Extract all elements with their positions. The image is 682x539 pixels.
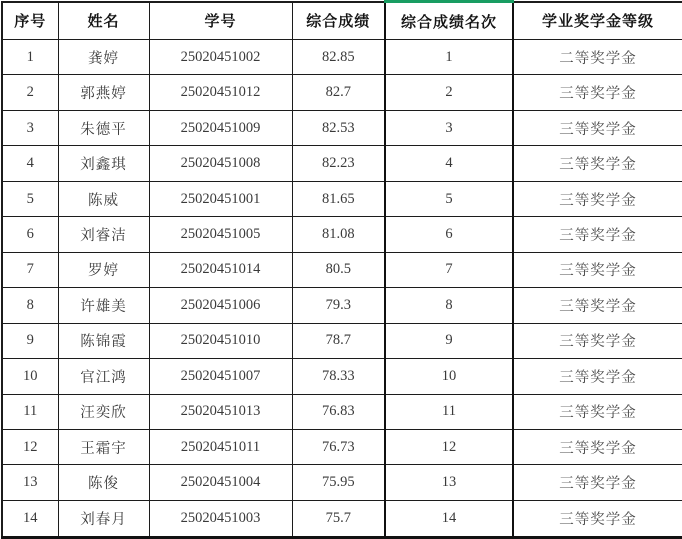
table-cell-name: 刘春月 <box>58 500 149 537</box>
table-cell-score: 78.33 <box>292 359 385 394</box>
table-cell-index: 12 <box>2 429 58 464</box>
table-cell-rank: 2 <box>385 75 513 110</box>
table-cell-student_id: 25020451003 <box>149 500 292 537</box>
table-cell-award: 三等奖学金 <box>513 323 682 358</box>
table-cell-rank: 5 <box>385 181 513 216</box>
table-row <box>2 500 682 537</box>
table-cell-name: 罗婷 <box>58 252 149 287</box>
table-cell-student_id: 25020451009 <box>149 110 292 145</box>
table-cell-score: 82.7 <box>292 75 385 110</box>
table-cell-index: 5 <box>2 181 58 216</box>
table-cell-rank: 13 <box>385 465 513 500</box>
table-cell-rank: 10 <box>385 359 513 394</box>
table-cell-rank: 12 <box>385 429 513 464</box>
table-cell-name: 朱德平 <box>58 110 149 145</box>
table-row <box>2 40 682 75</box>
table-cell-student_id: 25020451010 <box>149 323 292 358</box>
table-cell-index: 8 <box>2 288 58 323</box>
table-cell-score: 82.85 <box>292 40 385 75</box>
column-header-award: 学业奖学金等级 <box>513 2 682 40</box>
table-row <box>2 252 682 287</box>
table-cell-index: 14 <box>2 500 58 537</box>
column-header-rank: 综合成绩名次 <box>385 2 513 40</box>
table-cell-index: 11 <box>2 394 58 429</box>
table-cell-student_id: 25020451007 <box>149 359 292 394</box>
column-header-name: 姓名 <box>58 2 149 40</box>
table-cell-name: 龚婷 <box>58 40 149 75</box>
table-cell-award: 三等奖学金 <box>513 465 682 500</box>
table-cell-score: 79.3 <box>292 288 385 323</box>
table-cell-award: 三等奖学金 <box>513 181 682 216</box>
table-cell-student_id: 25020451004 <box>149 465 292 500</box>
table-cell-score: 82.23 <box>292 146 385 181</box>
table-row <box>2 288 682 323</box>
table-row <box>2 146 682 181</box>
table-cell-index: 13 <box>2 465 58 500</box>
table-cell-score: 80.5 <box>292 252 385 287</box>
table-cell-name: 许雄美 <box>58 288 149 323</box>
table-cell-index: 7 <box>2 252 58 287</box>
table-cell-rank: 3 <box>385 110 513 145</box>
table-cell-name: 刘睿洁 <box>58 217 149 252</box>
table-cell-student_id: 25020451012 <box>149 75 292 110</box>
table-cell-award: 二等奖学金 <box>513 40 682 75</box>
table-row <box>2 359 682 394</box>
table-cell-rank: 8 <box>385 288 513 323</box>
table-cell-student_id: 25020451006 <box>149 288 292 323</box>
table-cell-rank: 6 <box>385 217 513 252</box>
header-row <box>2 2 682 40</box>
table-body <box>2 40 682 538</box>
table-cell-award: 三等奖学金 <box>513 217 682 252</box>
table-cell-name: 王霜宇 <box>58 429 149 464</box>
table-cell-score: 76.73 <box>292 429 385 464</box>
table-cell-name: 陈俊 <box>58 465 149 500</box>
table-cell-score: 75.7 <box>292 500 385 537</box>
table-cell-award: 三等奖学金 <box>513 110 682 145</box>
table-cell-name: 陈锦霞 <box>58 323 149 358</box>
table-cell-award: 三等奖学金 <box>513 252 682 287</box>
table-row <box>2 323 682 358</box>
scholarship-ranking-table <box>1 0 682 539</box>
table-cell-award: 三等奖学金 <box>513 429 682 464</box>
table-cell-award: 三等奖学金 <box>513 75 682 110</box>
table-cell-student_id: 25020451002 <box>149 40 292 75</box>
table-cell-score: 81.08 <box>292 217 385 252</box>
table-cell-award: 三等奖学金 <box>513 359 682 394</box>
table-cell-index: 6 <box>2 217 58 252</box>
table-cell-name: 官江鸿 <box>58 359 149 394</box>
table-row <box>2 181 682 216</box>
table-cell-score: 81.65 <box>292 181 385 216</box>
table-cell-award: 三等奖学金 <box>513 394 682 429</box>
table-cell-student_id: 25020451011 <box>149 429 292 464</box>
table-cell-index: 2 <box>2 75 58 110</box>
table-cell-index: 9 <box>2 323 58 358</box>
table-row <box>2 75 682 110</box>
table-row <box>2 110 682 145</box>
table-cell-rank: 11 <box>385 394 513 429</box>
column-header-score: 综合成绩 <box>292 2 385 40</box>
table-cell-index: 4 <box>2 146 58 181</box>
table-row <box>2 394 682 429</box>
table-cell-rank: 9 <box>385 323 513 358</box>
table-cell-student_id: 25020451001 <box>149 181 292 216</box>
table-cell-score: 75.95 <box>292 465 385 500</box>
table-cell-student_id: 25020451005 <box>149 217 292 252</box>
table-cell-student_id: 25020451014 <box>149 252 292 287</box>
column-header-index: 序号 <box>2 2 58 40</box>
table-cell-rank: 1 <box>385 40 513 75</box>
table-cell-student_id: 25020451008 <box>149 146 292 181</box>
table-cell-score: 76.83 <box>292 394 385 429</box>
table-row <box>2 217 682 252</box>
table-cell-name: 郭燕婷 <box>58 75 149 110</box>
table-cell-score: 78.7 <box>292 323 385 358</box>
table-cell-score: 82.53 <box>292 110 385 145</box>
table-cell-index: 10 <box>2 359 58 394</box>
table-cell-student_id: 25020451013 <box>149 394 292 429</box>
table-cell-index: 1 <box>2 40 58 75</box>
table-cell-name: 汪奕欣 <box>58 394 149 429</box>
table-cell-award: 三等奖学金 <box>513 500 682 537</box>
table-cell-index: 3 <box>2 110 58 145</box>
table-cell-name: 刘鑫琪 <box>58 146 149 181</box>
table-cell-rank: 4 <box>385 146 513 181</box>
column-header-student-id: 学号 <box>149 2 292 40</box>
table-row <box>2 465 682 500</box>
table-row <box>2 429 682 464</box>
table-header <box>2 2 682 40</box>
table-cell-name: 陈威 <box>58 181 149 216</box>
table-cell-rank: 7 <box>385 252 513 287</box>
table-cell-award: 三等奖学金 <box>513 146 682 181</box>
table-cell-award: 三等奖学金 <box>513 288 682 323</box>
table-cell-rank: 14 <box>385 500 513 537</box>
